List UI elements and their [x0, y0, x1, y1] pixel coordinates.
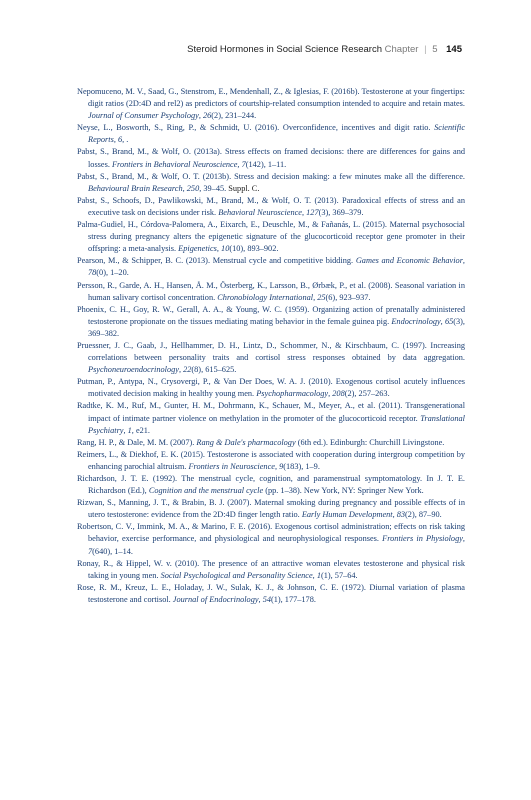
reference-authors-title: Pearson, M., & Schipper, B. C. (2013). Menstrual cycle and competitive bidding. [77, 256, 356, 266]
reference-authors-title: Nepomuceno, M. V., Saad, G., Stenstrom, E., Mendenhall, Z., & Iglesias, F. (2016b). Testosterone at your fingertips: digit ratios (2D:4D and rel2) as predictors of courtship-related consumption intended to acquire and retain mates. [77, 87, 465, 109]
reference-volume: 10 [221, 244, 230, 254]
reference-entry [77, 400, 465, 436]
header-divider: | [424, 44, 427, 55]
reference-pages: (6), 923–937. [325, 292, 371, 302]
reference-volume: 1 [127, 425, 132, 435]
page-number: 145 [446, 44, 462, 55]
reference-authors-title: Pruessner, J. C., Gaab, J., Hellhammer, D. H., Lintz, D., Schommer, N., & Kirschbaum, C. (1997). Increasing correlations between personality traits and cortisol stress responses obtained by data aggregation. [77, 340, 465, 363]
reference-pages: (0), 1–20. [96, 268, 129, 278]
reference-authors-title: Rizwan, S., Manning, J. T., & Brabin, B. J. (2007). Maternal smoking during pregnancy and possible effects of in utero testosterone: evidence from the 2D:4D finger length ratio. [77, 498, 465, 520]
reference-authors-title: Phoenix, C. H., Goy, R. W., Gerall, A. A., & Young, W. C. (1959). Organizing action of prenatally administered testosterone propionate on the tissues mediating mating behavior in the female guinea pig. [77, 304, 465, 326]
reference-journal: Psychoneuroendocrinology [88, 365, 179, 375]
reference-journal: Games and Economic Behavior [355, 256, 463, 266]
reference-pages: (8), 615–625. [191, 365, 237, 375]
reference-journal: Frontiers in Physiology [382, 534, 463, 544]
reference-entry [77, 255, 465, 279]
reference-authors-title: Rang, H. P., & Dale, M. M. (2007). [77, 437, 197, 447]
reference-journal: Journal of Consumer Psychology [88, 111, 199, 121]
chapter-label: Chapter [384, 44, 419, 55]
reference-entry [77, 473, 465, 497]
reference-volume: 83 [396, 510, 406, 520]
running-header [0, 44, 462, 55]
reference-separator: , [178, 365, 184, 375]
reference-authors-title: Neyse, L., Bosworth, S., Ring, P., & Schmidt, U. (2016). Overconfidence, incentives and digit ratio. [77, 123, 435, 133]
reference-entry [77, 146, 465, 170]
reference-separator: , [198, 111, 203, 121]
reference-journal: Behavioural Brain Research [88, 183, 183, 193]
reference-pages: (2), 231–244. [211, 111, 257, 121]
reference-list [77, 86, 465, 606]
reference-separator: , [123, 425, 128, 435]
reference-volume: 127 [306, 207, 319, 217]
reference-journal: Journal of Endocrinology [172, 594, 259, 604]
reference-entry [77, 582, 465, 606]
reference-volume: 54 [262, 594, 271, 604]
reference-entry [77, 521, 465, 557]
reference-volume: 26 [203, 111, 212, 121]
reference-authors-title: Ronay, R., & Hippel, W. v. (2010). The presence of an attractive woman elevates testosterone and physical risk taking in young men. [77, 558, 465, 580]
reference-separator: , [312, 570, 317, 580]
reference-journal: Epigenetics [178, 244, 217, 254]
reference-entry [77, 122, 465, 146]
reference-volume: 6 [117, 135, 123, 145]
reference-volume: 208 [332, 389, 345, 399]
reference-pages: (10), 893–902. [229, 244, 279, 254]
reference-note: Suppl. C. [226, 183, 260, 193]
reference-entry [77, 497, 465, 521]
running-title: Steroid Hormones in Social Science Research [187, 44, 382, 55]
reference-journal: Chronobiology International [217, 292, 314, 302]
reference-separator: , [462, 534, 465, 544]
reference-entry [77, 219, 465, 255]
reference-pages: (pp. 1–38). New York, NY: Springer New York. [263, 486, 424, 496]
reference-authors-title: Palma-Gudiel, H., Córdova-Palomera, A., Eixarch, E., Deuschle, M., & Fañanás, L. (2015). Maternal psychosocial stress during pregnancy alters the epigenetic signature of the glucocorticoid receptor gene promoter in their offspring: a meta-analysis. [77, 220, 465, 254]
reference-separator: , [237, 159, 242, 169]
reference-journal: Cognition and the menstrual cycle [148, 486, 264, 496]
reference-volume: 25 [317, 292, 326, 302]
reference-volume: 22 [183, 365, 192, 375]
reference-separator: , [462, 256, 465, 266]
reference-volume: 7 [88, 546, 93, 556]
reference-journal: Endocrinology [391, 316, 441, 326]
reference-journal: Frontiers in Neuroscience [188, 461, 275, 471]
reference-pages: (3), 369–379. [318, 207, 364, 217]
reference-authors-title: Radtke, K. M., Ruf, M., Gunter, H. M., Dohrmann, K., Schauer, M., Meyer, A., et al. (2011). Transgenerational impact of intimate partner violence on methylation in the promoter of the glucocorticoid receptor. [77, 401, 465, 423]
reference-separator: , [258, 594, 263, 604]
reference-authors-title: Persson, R., Garde, A. H., Hansen, Å. M., Österberg, K., Larsson, B., Ørbæk, P., et al. (2008). Seasonal variation in human salivary cortisol concentration. [77, 280, 465, 302]
reference-pages: (640), 1–14. [92, 546, 133, 556]
reference-entry [77, 340, 465, 376]
reference-pages: (3), 369–382. [88, 316, 465, 338]
reference-volume: 250 [186, 183, 200, 193]
reference-separator: , [301, 207, 307, 217]
reference-entry [77, 304, 465, 340]
reference-entry [77, 86, 465, 122]
reference-entry [77, 171, 465, 195]
reference-journal: Translational Psychiatry [88, 413, 465, 435]
reference-authors-title: Pabst, S., Brand, M., & Wolf, O. T. (2013b). Stress and decision making: a few minutes make all the difference. [77, 171, 465, 181]
reference-volume: 65 [444, 316, 454, 326]
reference-authors-title: Putman, P., Antypa, N., Crysovergi, P., & Van Der Does, W. A. J. (2010). Exogenous cortisol acutely influences motivated decision making in healthy young men. [77, 377, 465, 399]
reference-separator: , [216, 244, 222, 254]
reference-separator: , [313, 292, 318, 302]
reference-separator: , [182, 183, 187, 193]
reference-separator: , [328, 389, 333, 399]
reference-entry [77, 449, 465, 473]
reference-pages: (2), 257–263. [344, 389, 390, 399]
reference-pages: (183), 1–9. [283, 461, 320, 471]
reference-separator: , [113, 135, 118, 145]
reference-journal: Psychopharmacology [256, 389, 329, 399]
reference-pages: , . [122, 135, 129, 145]
reference-entry [77, 376, 465, 400]
reference-separator: , [274, 461, 280, 471]
reference-authors-title: Richardson, J. T. E. (1992). The menstrual cycle, cognition, and paramenstrual symptomatology. In J. T. E. Richardson (Ed.), [77, 474, 465, 496]
reference-journal: Behavioral Neuroscience [218, 207, 302, 217]
reference-pages: , e21. [131, 425, 150, 435]
reference-pages: (2), 87–90. [405, 510, 442, 520]
reference-pages: , 39–45. [199, 183, 227, 193]
reference-volume: 9 [279, 461, 284, 471]
chapter-number: 5 [432, 44, 438, 55]
reference-entry [77, 195, 465, 219]
reference-authors-title: Reimers, L., & Diekhof, E. K. (2015). Testosterone is associated with cooperation during intergroup competition by enhancing parochial altruism. [77, 449, 465, 471]
reference-entry [77, 437, 465, 449]
reference-pages: (1), 57–64. [320, 570, 358, 580]
reference-separator: , [440, 316, 445, 326]
reference-authors-title: Pabst, S., Schoofs, D., Pawlikowski, M., Brand, M., & Wolf, O. T. (2013). Paradoxical effects of stress and an executive task on decisions under risk. [77, 195, 465, 217]
reference-pages: (6th ed.). Edinburgh: Churchill Livingstone. [295, 437, 445, 447]
reference-authors-title: Robertson, C. V., Immink, M. A., & Marino, F. E. (2016). Exogenous cortisol administration; effects on risk taking behavior, exercise performance, and physiological and neurophysiological responses. [77, 522, 465, 544]
reference-separator: , [392, 510, 397, 520]
reference-journal: Social Psychological and Personality Science [160, 570, 313, 580]
reference-authors-title: Pabst, S., Brand, M., & Wolf, O. (2013a). Stress effects on framed decisions: there are differences for gains and losses. [77, 147, 465, 169]
reference-journal: Early Human Development [301, 510, 393, 520]
reference-volume: 7 [241, 159, 246, 169]
reference-pages: (1), 177–178. [270, 594, 316, 604]
reference-volume: 78 [88, 268, 97, 278]
reference-volume: 1 [316, 570, 321, 580]
reference-pages: (142), 1–11. [245, 159, 287, 169]
reference-entry [77, 558, 465, 582]
reference-journal: Frontiers in Behavioral Neuroscience [111, 159, 238, 169]
reference-authors-title: Rose, R. M., Kreuz, L. E., Holaday, J. W., Sulak, K. J., & Johnson, C. E. (1972). Diurnal variation of plasma testosterone and cortisol. [77, 582, 465, 604]
reference-entry [77, 280, 465, 304]
reference-journal: Rang & Dale's pharmacology [196, 437, 296, 447]
reference-journal: Scientific Reports [88, 123, 465, 145]
